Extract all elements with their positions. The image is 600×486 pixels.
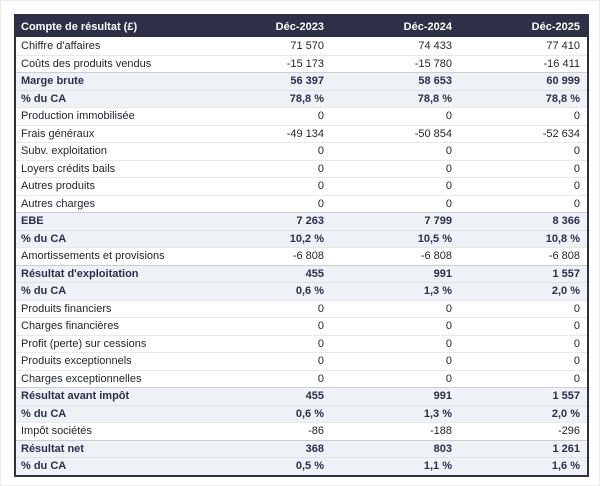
row-value: 0 bbox=[445, 372, 452, 385]
table-row bbox=[16, 265, 587, 283]
row-label: Frais généraux bbox=[21, 127, 95, 140]
row-label: Marge brute bbox=[21, 75, 84, 88]
table-row bbox=[16, 177, 587, 195]
row-value: 0,6 % bbox=[295, 407, 324, 420]
row-label: Charges exceptionnelles bbox=[21, 372, 142, 385]
table-row bbox=[16, 90, 587, 108]
row-label: Résultat avant impôt bbox=[21, 390, 130, 403]
row-value: 7 799 bbox=[424, 215, 452, 228]
row-label: Résultat net bbox=[21, 442, 84, 455]
income-statement-table bbox=[14, 14, 589, 477]
row-value: -6 808 bbox=[548, 250, 580, 263]
row-value: 10,5 % bbox=[417, 232, 452, 245]
row-label: % du CA bbox=[21, 232, 67, 245]
row-value: -52 634 bbox=[542, 127, 580, 140]
table-row bbox=[16, 72, 587, 90]
row-value: 0 bbox=[445, 162, 452, 175]
row-value: 0 bbox=[573, 162, 580, 175]
row-value: 455 bbox=[305, 390, 324, 403]
row-value: -50 854 bbox=[414, 127, 452, 140]
row-value: -49 134 bbox=[286, 127, 324, 140]
row-value: 0 bbox=[317, 162, 324, 175]
table-row bbox=[16, 370, 587, 388]
row-label: Produits exceptionnels bbox=[21, 355, 132, 368]
table-row bbox=[16, 195, 587, 213]
table-row bbox=[16, 440, 587, 458]
row-value: -188 bbox=[429, 425, 452, 438]
table-row bbox=[16, 37, 587, 55]
row-label: % du CA bbox=[21, 407, 67, 420]
row-value: 74 433 bbox=[418, 39, 452, 52]
row-label: Produits financiers bbox=[21, 302, 112, 315]
row-label: Coûts des produits vendus bbox=[21, 57, 152, 70]
row-value: 2,0 % bbox=[551, 407, 580, 420]
row-value: 991 bbox=[433, 267, 452, 280]
table-body bbox=[16, 37, 587, 475]
row-value: 0 bbox=[445, 320, 452, 333]
row-value: 0 bbox=[317, 197, 324, 210]
row-value: 0 bbox=[317, 372, 324, 385]
table-row bbox=[16, 125, 587, 143]
row-value: 78,8 % bbox=[417, 92, 452, 105]
table-row bbox=[16, 317, 587, 335]
row-value: -16 411 bbox=[543, 57, 580, 70]
row-label: Autres charges bbox=[21, 197, 95, 210]
row-value: 0 bbox=[573, 302, 580, 315]
row-label: EBE bbox=[21, 215, 44, 228]
row-label: Subv. exploitation bbox=[21, 145, 108, 158]
row-value: 56 397 bbox=[290, 75, 324, 88]
row-value: 0 bbox=[573, 110, 580, 123]
row-value: 0 bbox=[573, 320, 580, 333]
row-value: 455 bbox=[305, 267, 324, 280]
row-value: 1 557 bbox=[552, 390, 580, 403]
row-value: 2,0 % bbox=[551, 285, 580, 298]
row-value: -86 bbox=[308, 425, 324, 438]
table-row bbox=[16, 55, 587, 73]
row-value: 0 bbox=[317, 337, 324, 350]
column-header-dec-2023: Déc-2023 bbox=[275, 20, 324, 33]
row-value: 0 bbox=[445, 145, 452, 158]
table-row bbox=[16, 107, 587, 125]
row-value: 71 570 bbox=[290, 39, 324, 52]
row-value: 0 bbox=[317, 145, 324, 158]
row-label: Profit (perte) sur cessions bbox=[21, 337, 147, 350]
table-row bbox=[16, 335, 587, 353]
table-row bbox=[16, 142, 587, 160]
row-value: 78,8 % bbox=[545, 92, 580, 105]
row-value: 1,3 % bbox=[423, 407, 452, 420]
table-row bbox=[16, 405, 587, 423]
row-value: 10,8 % bbox=[545, 232, 580, 245]
row-value: 10,2 % bbox=[289, 232, 324, 245]
row-value: 1,6 % bbox=[551, 460, 580, 473]
table-title: Compte de résultat (£) bbox=[21, 20, 138, 33]
table-header-row bbox=[16, 16, 587, 37]
row-label: Loyers crédits bails bbox=[21, 162, 116, 175]
row-value: 991 bbox=[433, 390, 452, 403]
table-row bbox=[16, 212, 587, 230]
row-value: -15 173 bbox=[286, 57, 324, 70]
row-value: -6 808 bbox=[420, 250, 452, 263]
row-value: 803 bbox=[433, 442, 452, 455]
row-label: % du CA bbox=[21, 285, 67, 298]
row-label: Résultat d'exploitation bbox=[21, 267, 139, 280]
table-row bbox=[16, 422, 587, 440]
row-value: 0 bbox=[573, 337, 580, 350]
row-value: 0 bbox=[573, 197, 580, 210]
row-value: 0,5 % bbox=[295, 460, 324, 473]
row-value: 0 bbox=[573, 145, 580, 158]
row-value: 368 bbox=[305, 442, 324, 455]
row-label: Impôt sociétés bbox=[21, 425, 92, 438]
row-label: Autres produits bbox=[21, 180, 95, 193]
table-row bbox=[16, 230, 587, 248]
row-label: % du CA bbox=[21, 460, 67, 473]
row-value: 0 bbox=[317, 355, 324, 368]
row-value: 0 bbox=[445, 337, 452, 350]
table-row bbox=[16, 160, 587, 178]
row-value: -6 808 bbox=[292, 250, 324, 263]
row-value: 0 bbox=[317, 110, 324, 123]
row-value: 60 999 bbox=[546, 75, 580, 88]
row-label: Chiffre d'affaires bbox=[21, 39, 101, 52]
column-header-dec-2025: Déc-2025 bbox=[531, 20, 580, 33]
table-row bbox=[16, 300, 587, 318]
row-value: 78,8 % bbox=[289, 92, 324, 105]
row-value: 0 bbox=[445, 355, 452, 368]
row-value: 0,6 % bbox=[295, 285, 324, 298]
row-value: 0 bbox=[317, 180, 324, 193]
row-value: 0 bbox=[445, 110, 452, 123]
row-value: 0 bbox=[317, 302, 324, 315]
row-value: 7 263 bbox=[296, 215, 324, 228]
row-label: Amortissements et provisions bbox=[21, 250, 165, 263]
table-row bbox=[16, 247, 587, 265]
row-value: 0 bbox=[317, 320, 324, 333]
row-value: 0 bbox=[573, 355, 580, 368]
table-row bbox=[16, 352, 587, 370]
row-value: -296 bbox=[557, 425, 580, 438]
row-value: 0 bbox=[445, 197, 452, 210]
row-value: 1 557 bbox=[552, 267, 580, 280]
row-value: 0 bbox=[573, 372, 580, 385]
table-row bbox=[16, 457, 587, 475]
row-value: 8 366 bbox=[552, 215, 580, 228]
row-value: 1 261 bbox=[552, 442, 580, 455]
row-value: 58 653 bbox=[418, 75, 452, 88]
row-value: 0 bbox=[573, 180, 580, 193]
row-value: 0 bbox=[445, 180, 452, 193]
column-header-dec-2024: Déc-2024 bbox=[403, 20, 452, 33]
row-label: Charges financières bbox=[21, 320, 119, 333]
row-label: % du CA bbox=[21, 92, 67, 105]
table-row bbox=[16, 387, 587, 405]
row-label: Production immobilisée bbox=[21, 110, 135, 123]
row-value: 1,3 % bbox=[423, 285, 452, 298]
row-value: 1,1 % bbox=[423, 460, 452, 473]
row-value: 0 bbox=[445, 302, 452, 315]
row-value: 77 410 bbox=[546, 39, 580, 52]
table-row bbox=[16, 282, 587, 300]
row-value: -15 780 bbox=[414, 57, 452, 70]
